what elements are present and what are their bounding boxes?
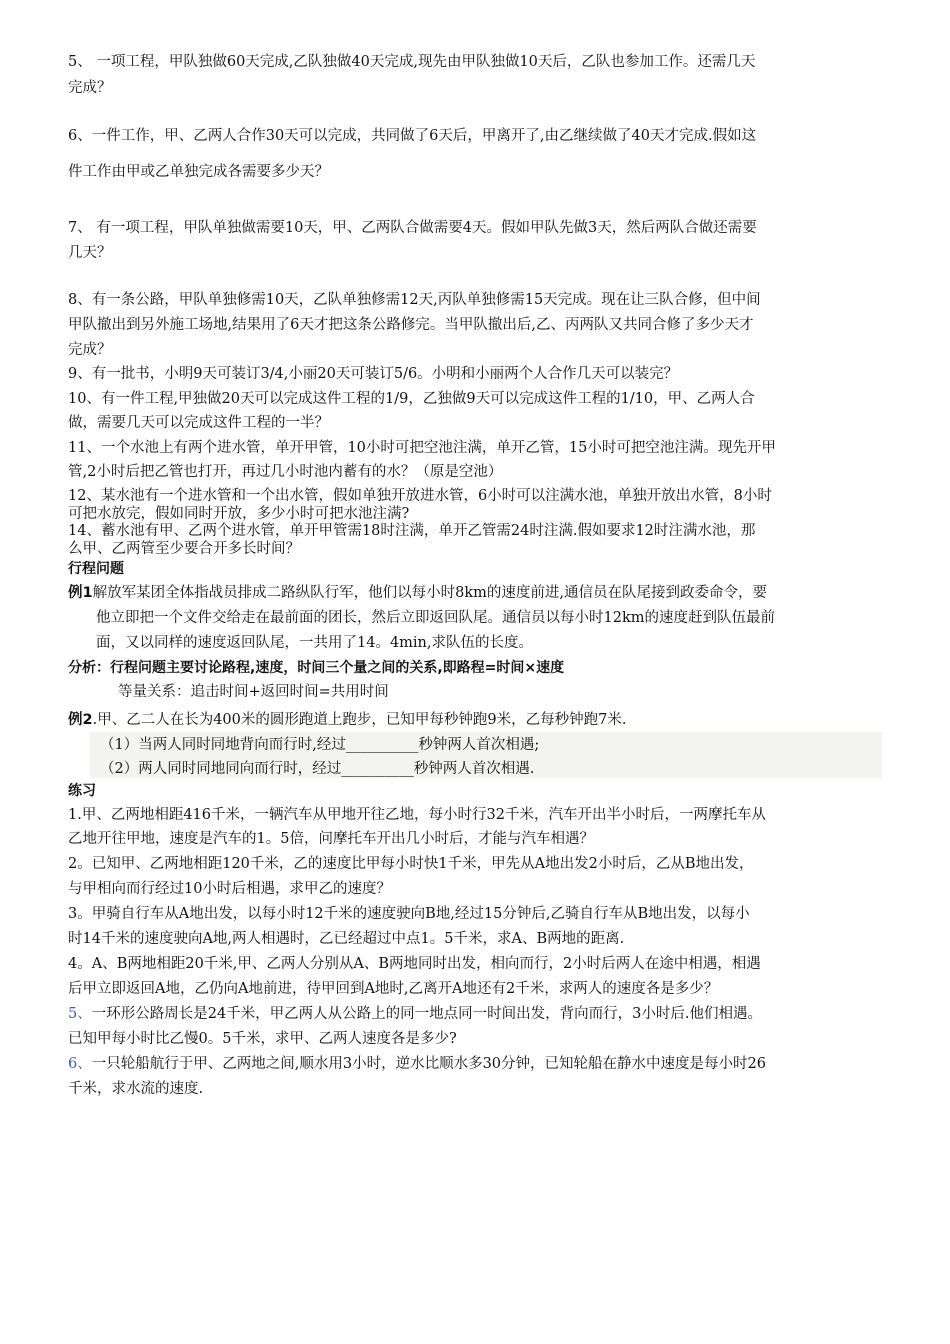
practice-3-line-2: 时14千米的速度驶向A地,两人相遇时，乙已经超过中点1。5千米，求A、B两地的距离. bbox=[68, 931, 625, 947]
problem-12-line-2: 可把水放完，假如同时开放，多少小时可把水池注满? bbox=[68, 506, 410, 522]
practice-5-text-1: 一环形公路周长是24千米，甲乙两人从公路上的同一地点同一时间出发，背向而行，3小时后.他们相遇。 bbox=[91, 1006, 763, 1022]
problem-14-line-1: 14、蓄水池有甲、乙两个进水管，单开甲管需18时注满，单开乙管需24时注满.假如要求12时注满水池，那 bbox=[68, 523, 756, 539]
problem-6-line-1: 6、一件工作，甲、乙两人合作30天可以完成，共同做了6天后，甲离开了,由乙继续做了40天才完成.假如这 bbox=[68, 128, 757, 144]
problem-7-number: 7、 bbox=[68, 220, 92, 236]
problem-8-line-1: 8、有一条公路，甲队单独修需10天，乙队单独修需12天,丙队单独修需15天完成。现在让三队合修，但中间 bbox=[68, 292, 761, 308]
example-2-line-1 bbox=[68, 710, 888, 730]
problem-5-line-1 bbox=[68, 52, 888, 72]
example-1-line-2: 他立即把一个文件交给走在最前面的团长，然后立即返回队尾。通信员以每小时12km的速度赶到队伍最前 bbox=[96, 610, 775, 626]
example-2-text-1: .甲、乙二人在长为400米的圆形跑道上跑步，已知甲每秒钟跑9米，乙每秒钟跑7米. bbox=[92, 712, 627, 728]
problem-7-line-2: 几天？ bbox=[68, 245, 112, 261]
example-2-label: 例2 bbox=[68, 712, 93, 728]
problem-5-text-1: 一项工程，甲队独做60天完成,乙队独做40天完成,现先由甲队独做10天后，乙队也参加工作。还需几天 bbox=[91, 54, 756, 70]
problem-7-line-1 bbox=[68, 218, 888, 238]
practice-6-text-1: 一只轮船航行于甲、乙两地之间,顺水用3小时，逆水比顺水多30分钟，已知轮船在静水中速度是每小时26 bbox=[91, 1056, 766, 1072]
example-2-question-1: （1）当两人同时同地背向而行时,经过__________秒钟两人首次相遇; bbox=[100, 737, 540, 753]
practice-5-line-1 bbox=[68, 1004, 888, 1024]
practice-5-line-2: 已知甲每小时比乙慢0。5千米，求甲、乙两人速度各是多少? bbox=[68, 1031, 457, 1047]
problem-11-line-2: 管,2小时后把乙管也打开，再过几小时池内蓄有的水？（原是空池） bbox=[68, 464, 503, 480]
practice-4-line-1: 4。A、B两地相距20千米,甲、乙两人分别从A、B两地同时出发，相向而行，2小时后两人在途中相遇，相遇 bbox=[68, 956, 761, 972]
problem-5-line-2: 完成？ bbox=[68, 80, 112, 96]
example-1-line-3: 面，又以同样的速度返回队尾，一共用了14。4min,求队伍的长度。 bbox=[96, 635, 534, 651]
problem-6-line-2: 件工作由甲或乙单独完成各需要多少天？ bbox=[68, 164, 329, 180]
problem-8-line-3: 完成？ bbox=[68, 342, 112, 358]
practice-3-line-1: 3。甲骑自行车从A地出发，以每小时12千米的速度驶向B地,经过15分钟后,乙骑自行车从B地出发，以每小 bbox=[68, 906, 750, 922]
problem-8-line-2: 甲队撤出到另外施工场地,结果用了6天才把这条公路修完。当甲队撤出后,乙、丙两队又共同合修了多少天才 bbox=[68, 317, 754, 333]
problem-12-line-1: 12、某水池有一个进水管和一个出水管，假如单独开放进水管，6小时可以注满水池，单独开放出水管，8小时 bbox=[68, 488, 772, 504]
practice-2-line-1: 2。已知甲、乙两地相距120千米，乙的速度比甲每小时快1千米，甲先从A地出发2小时后，乙从B地出发， bbox=[68, 856, 754, 872]
practice-2-line-2: 与甲相向而行经过10小时后相遇，求甲乙的速度？ bbox=[68, 881, 391, 897]
example-1-line-1 bbox=[68, 583, 888, 603]
problem-9-line-1: 9、有一批书，小明9天可装订3/4,小丽20天可装订5/6。小明和小丽两个人合作几天可以装完？ bbox=[68, 366, 679, 382]
example-2-question-2: （2）两人同时同地同向而行时，经过__________秒钟两人首次相遇. bbox=[100, 761, 535, 777]
practice-1-line-2: 乙地开往甲地，速度是汽车的1。5倍，问摩托车开出几小时后，才能与汽车相遇？ bbox=[68, 831, 594, 847]
problem-14-line-2: 么甲、乙两管至少要合开多长时间？ bbox=[68, 541, 300, 557]
practice-5-number: 5、 bbox=[68, 1006, 92, 1022]
equation-relation-line: 等量关系：追击时间+返回时间=共用时间 bbox=[118, 684, 389, 700]
problem-7-text-1: 有一项工程，甲队单独做需要10天，甲、乙两队合做需要4天。假如甲队先做3天，然后两队合做还需要 bbox=[91, 220, 757, 236]
practice-1-line-1: 1.甲、乙两地相距416千米，一辆汽车从甲地开往乙地，每小时行32千米，汽车开出半小时后，一两摩托车从 bbox=[68, 807, 766, 823]
practice-6-line-2: 千米，求水流的速度. bbox=[68, 1081, 204, 1097]
analysis-line: 分析：行程问题主要讨论路程,速度，时间三个量之间的关系,即路程=时间×速度 bbox=[68, 660, 565, 676]
practice-6-number: 6、 bbox=[68, 1056, 92, 1072]
section-heading-travel: 行程问题 bbox=[68, 561, 124, 577]
example-1-text-1: 解放军某团全体指战员排成二路纵队行军，他们以每小时8km的速度前进,通信员在队尾接到政委命令，要 bbox=[92, 585, 767, 601]
example-1-label: 例1 bbox=[68, 585, 93, 601]
practice-4-line-2: 后甲立即返回A地，乙仍向A地前进，待甲回到A地时,乙离开A地还有2千米，求两人的速度各是多少？ bbox=[68, 981, 719, 997]
practice-heading: 练习 bbox=[68, 783, 96, 799]
problem-10-line-2: 做，需要几天可以完成这件工程的一半？ bbox=[68, 415, 329, 431]
problem-10-line-1: 10、有一件工程,甲独做20天可以完成这件工程的1/9，乙独做9天可以完成这件工程的1/10，甲、乙两人合 bbox=[68, 391, 755, 407]
problem-5-number: 5、 bbox=[68, 54, 92, 70]
problem-11-line-1: 11、一个水池上有两个进水管，单开甲管，10小时可把空池注满，单开乙管，15小时可把空池注满。现先开甲 bbox=[68, 440, 776, 456]
practice-6-line-1 bbox=[68, 1054, 888, 1074]
